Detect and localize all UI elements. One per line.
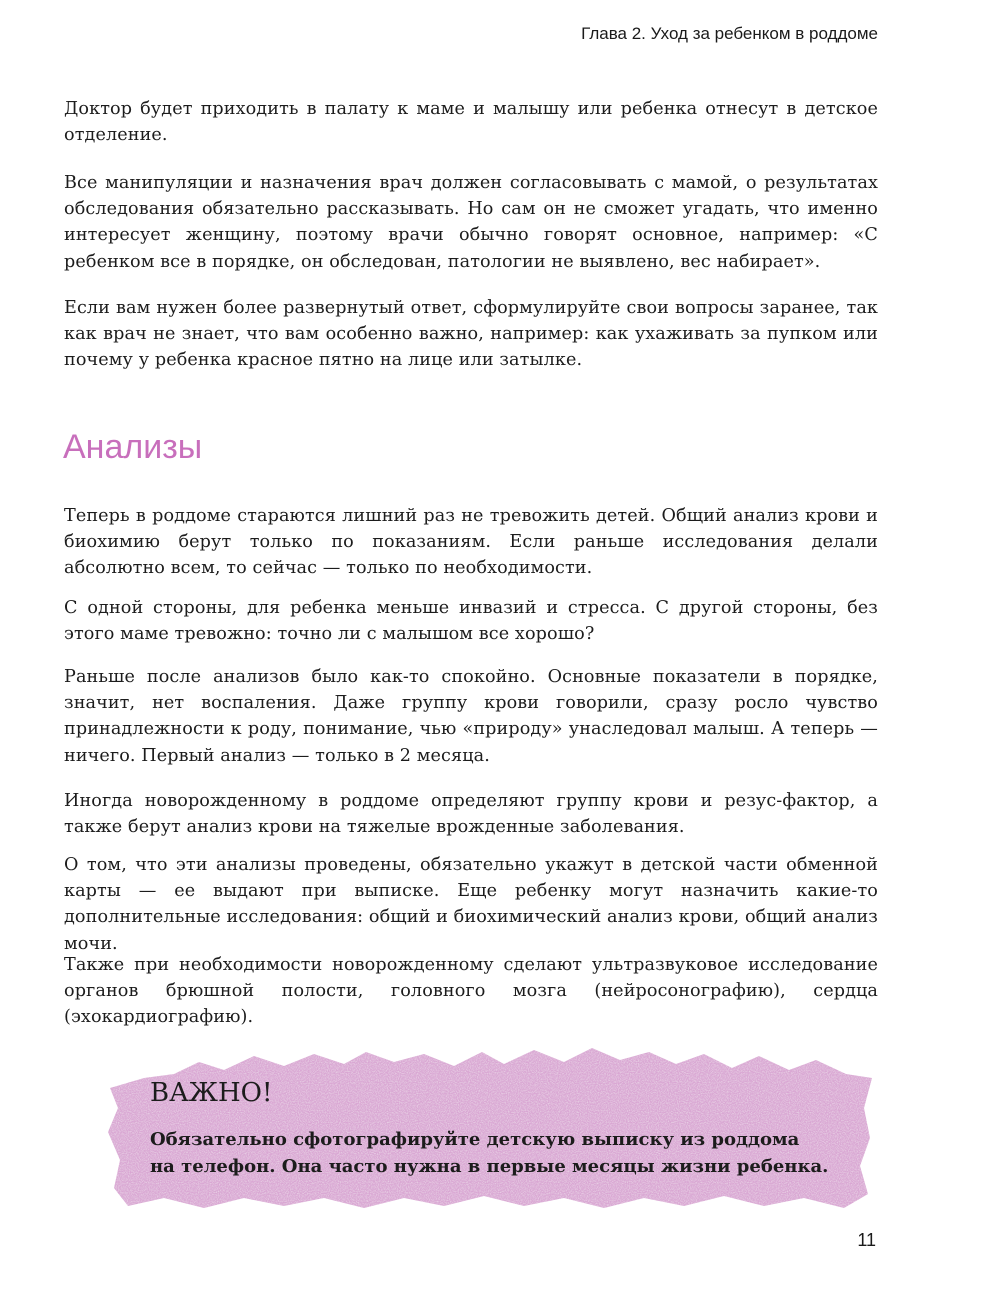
important-callout bbox=[104, 1048, 876, 1218]
section-paragraph-1: Теперь в роддоме стараются лишний раз не тревожить детей. Общий анализ крови и биохимию берут только по показаниям. Если раньше исследования делали абсолютно всем, то сейчас — только по необходимости. bbox=[64, 506, 878, 579]
section-paragraph-6: Также при необходимости новорожденному сделают ультразвуковое исследование органов брюшной полости, головного мозга (нейросонографию), сердца (эхокардиографию). bbox=[64, 955, 878, 1028]
section-paragraph-2: С одной стороны, для ребенка меньше инвазий и стресса. С другой стороны, без этого маме тревожно: точно ли с малышом все хорошо? bbox=[64, 598, 878, 645]
callout-title: ВАЖНО! bbox=[150, 1078, 273, 1108]
section-paragraph-5: О том, что эти анализы проведены, обязательно укажут в детской части обменной карты — ее выдают при выписке. Еще ребенку могут назначить какие-то дополнительные исследования: общий и биохимический анализ крови, общий анализ мочи. bbox=[64, 855, 878, 954]
section-paragraph-3: Раньше после анализов было как-то спокойно. Основные показатели в порядке, значит, нет воспаления. Даже группу крови говорили, сразу росло чувство принадлежности к роду, понимание, чью «природу» унаследовал малыш. А теперь — ничего. Первый анализ — только в 2 месяца. bbox=[64, 667, 878, 766]
section-paragraph-4: Иногда новорожденному в роддоме определяют группу крови и резус-фактор, а также берут анализ крови на тяжелые врожденные заболевания. bbox=[64, 791, 878, 838]
running-title: Глава 2. Уход за ребенком в роддоме bbox=[581, 24, 878, 43]
intro-paragraph-2: Все манипуляции и назначения врач должен согласовывать с мамой, о результатах обследования обязательно рассказывать. Но сам он не сможет угадать, что именно интересует женщину, поэтому врачи обычно говорят основное, например: «С ребенком все в порядке, он обследован, патологии не выявлено, вес набирает». bbox=[64, 173, 878, 272]
intro-paragraph-1: Доктор будет приходить в палату к маме и малышу или ребенка отнесут в детское отделение. bbox=[64, 99, 878, 146]
intro-paragraph-3: Если вам нужен более развернутый ответ, сформулируйте свои вопросы заранее, так как врач не знает, что вам особенно важно, например: как ухаживать за пупком или почему у ребенка красное пятно на лице или затылке. bbox=[64, 298, 878, 371]
callout-text: Обязательно сфотографируйте детскую выписку из роддома на телефон. Она часто нужна в первые месяцы жизни ребенка. bbox=[150, 1129, 829, 1177]
section-title: Анализы bbox=[63, 428, 203, 466]
page-number: 11 bbox=[857, 1230, 876, 1250]
